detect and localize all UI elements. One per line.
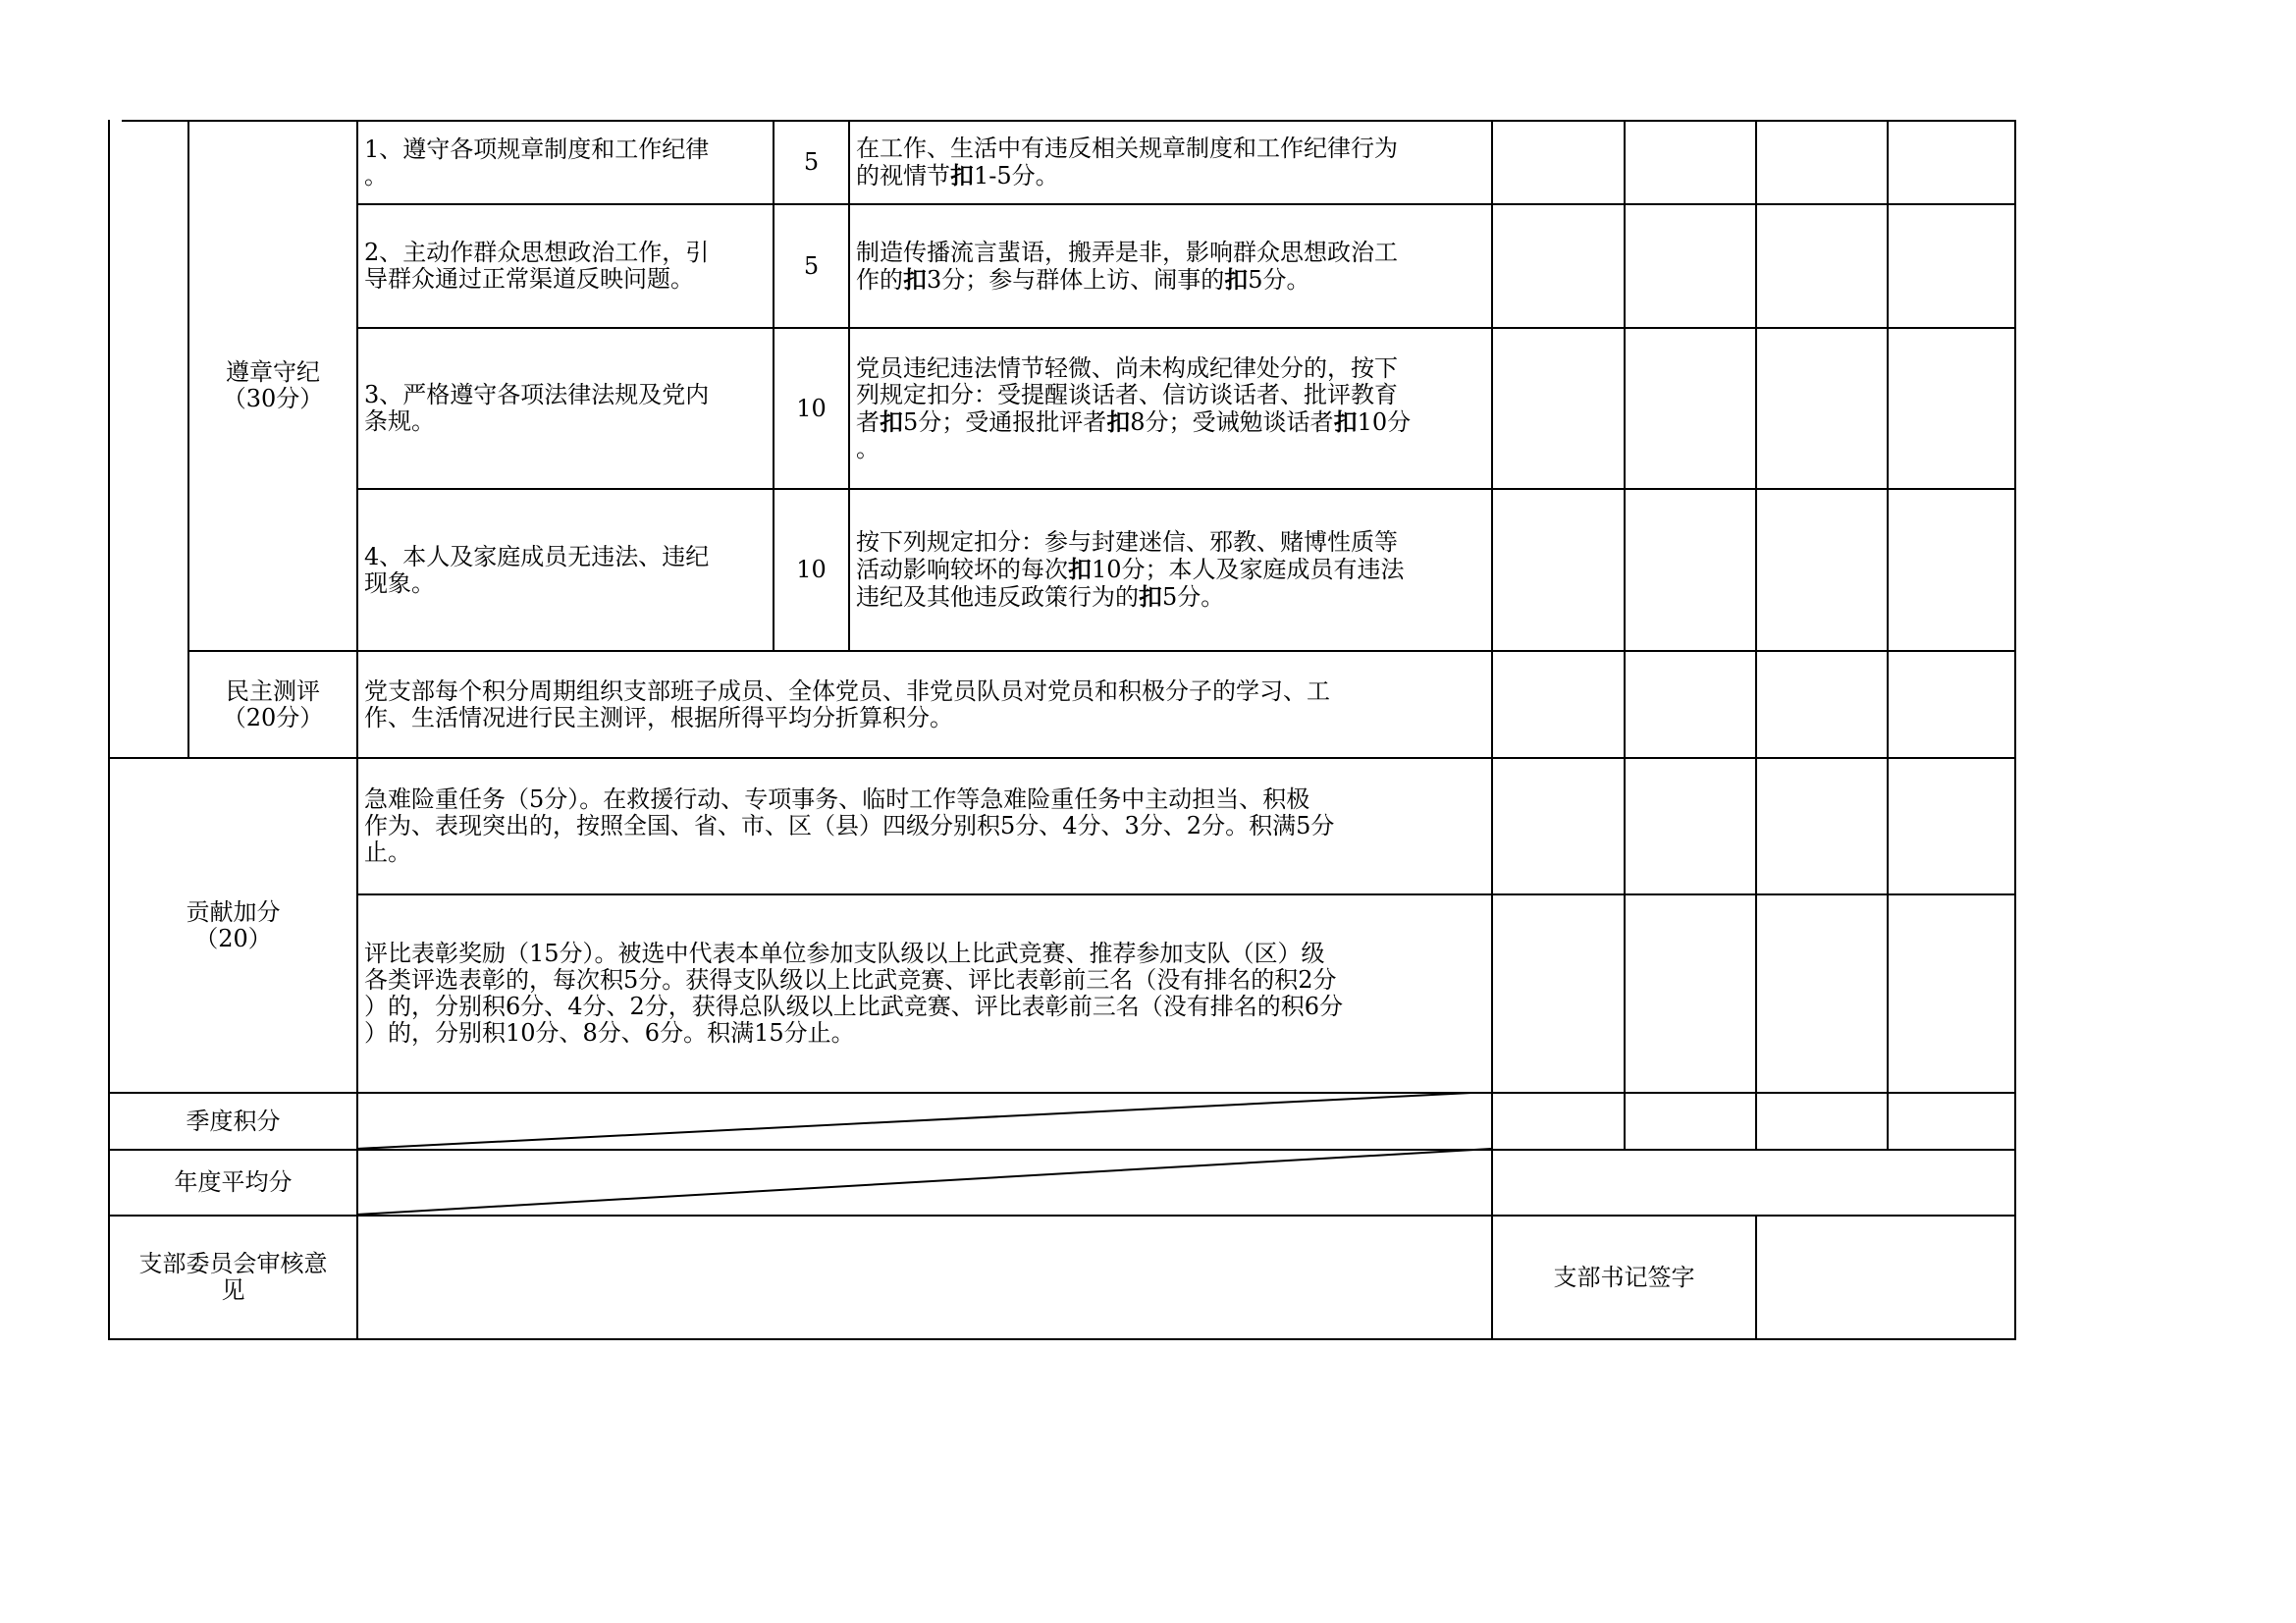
contribution-item: 评比表彰奖励（15分）。被选中代表本单位参加支队级以上比武竞赛、推荐参加支队（区）级 各类评选表彰的，每次积5分。获得支队级以上比武竞赛、评比表彰前三名（没有排名的积2分 ）的，分别积6分、4分、2分，获得总队级以上比武竞赛、评比表彰前三名（没有排名的积6分 ）的，分别积10分、8分、6分。积满15分止。 bbox=[364, 940, 1344, 1047]
grid-line bbox=[1755, 120, 1757, 1151]
quarterly-score-label: 季度积分 bbox=[186, 1107, 281, 1135]
grid-line bbox=[2014, 120, 2016, 1340]
rule-item: 3、严格遵守各项法律法规及党内 条规。 bbox=[364, 381, 710, 435]
rule-item: 1、遵守各项规章制度和工作纪律 。 bbox=[364, 135, 710, 189]
rule-points: 5 bbox=[803, 148, 820, 176]
contribution-item: 急难险重任务（5分）。在救援行动、专项事务、临时工作等急难险重任务中主动担当、积极 作为、表现突出的，按照全国、省、市、区（县）四级分别积5分、4分、3分、2分。积满5分 止。 bbox=[364, 785, 1335, 866]
secretary-signature-field[interactable] bbox=[1757, 1217, 2014, 1338]
rule-item: 4、本人及家庭成员无违法、违纪 现象。 bbox=[364, 542, 710, 597]
diagonal-strike bbox=[356, 1092, 1493, 1217]
rule-criteria: 党员违纪违法情节轻微、尚未构成纪律处分的，按下 列规定扣分：受提醒谈话者、信访谈话者、批评教育 者扣5分；受通报批评者扣8分；受诫勉谈话者扣10分 。 bbox=[856, 353, 1412, 462]
rule-item: 2、主动作群众思想政治工作，引 导群众通过正常渠道反映问题。 bbox=[364, 239, 710, 293]
section-discipline-label: 遵章守纪 （30分） bbox=[222, 358, 324, 412]
section-democratic-label: 民主测评 （20分） bbox=[222, 676, 324, 731]
rule-points: 10 bbox=[796, 556, 827, 583]
rule-points: 10 bbox=[796, 394, 827, 422]
review-opinion-field[interactable] bbox=[358, 1217, 1491, 1338]
rule-points: 5 bbox=[803, 251, 820, 280]
secretary-signature-label: 支部书记签字 bbox=[1553, 1263, 1695, 1291]
democratic-description: 党支部每个积分周期组织支部班子成员、全体党员、非党员队员对党员和积极分子的学习、工 作、生活情况进行民主测评，根据所得平均分折算积分。 bbox=[364, 676, 1330, 731]
grid-line bbox=[108, 1338, 2016, 1340]
rule-criteria: 按下列规定扣分：参与封建迷信、邪教、赌博性质等 活动影响较坏的每次扣10分；本人及家庭成员有违法 违纪及其他违反政策行为的扣5分。 bbox=[856, 528, 1405, 611]
rule-criteria: 制造传播流言蜚语，搬弄是非，影响群众思想政治工 作的扣3分；参与群体上访、闹事的扣5分。 bbox=[856, 238, 1398, 294]
section-contribution-label: 贡献加分 （20） bbox=[186, 897, 281, 952]
annual-average-field[interactable] bbox=[1493, 1151, 2014, 1215]
grid-line bbox=[1887, 120, 1889, 1151]
review-opinion-label: 支部委员会审核意 见 bbox=[138, 1250, 328, 1304]
grid-line bbox=[1624, 120, 1626, 1151]
rule-criteria: 在工作、生活中有违反相关规章制度和工作纪律行为 的视情节扣1-5分。 bbox=[856, 135, 1398, 189]
annual-average-label: 年度平均分 bbox=[174, 1168, 293, 1196]
